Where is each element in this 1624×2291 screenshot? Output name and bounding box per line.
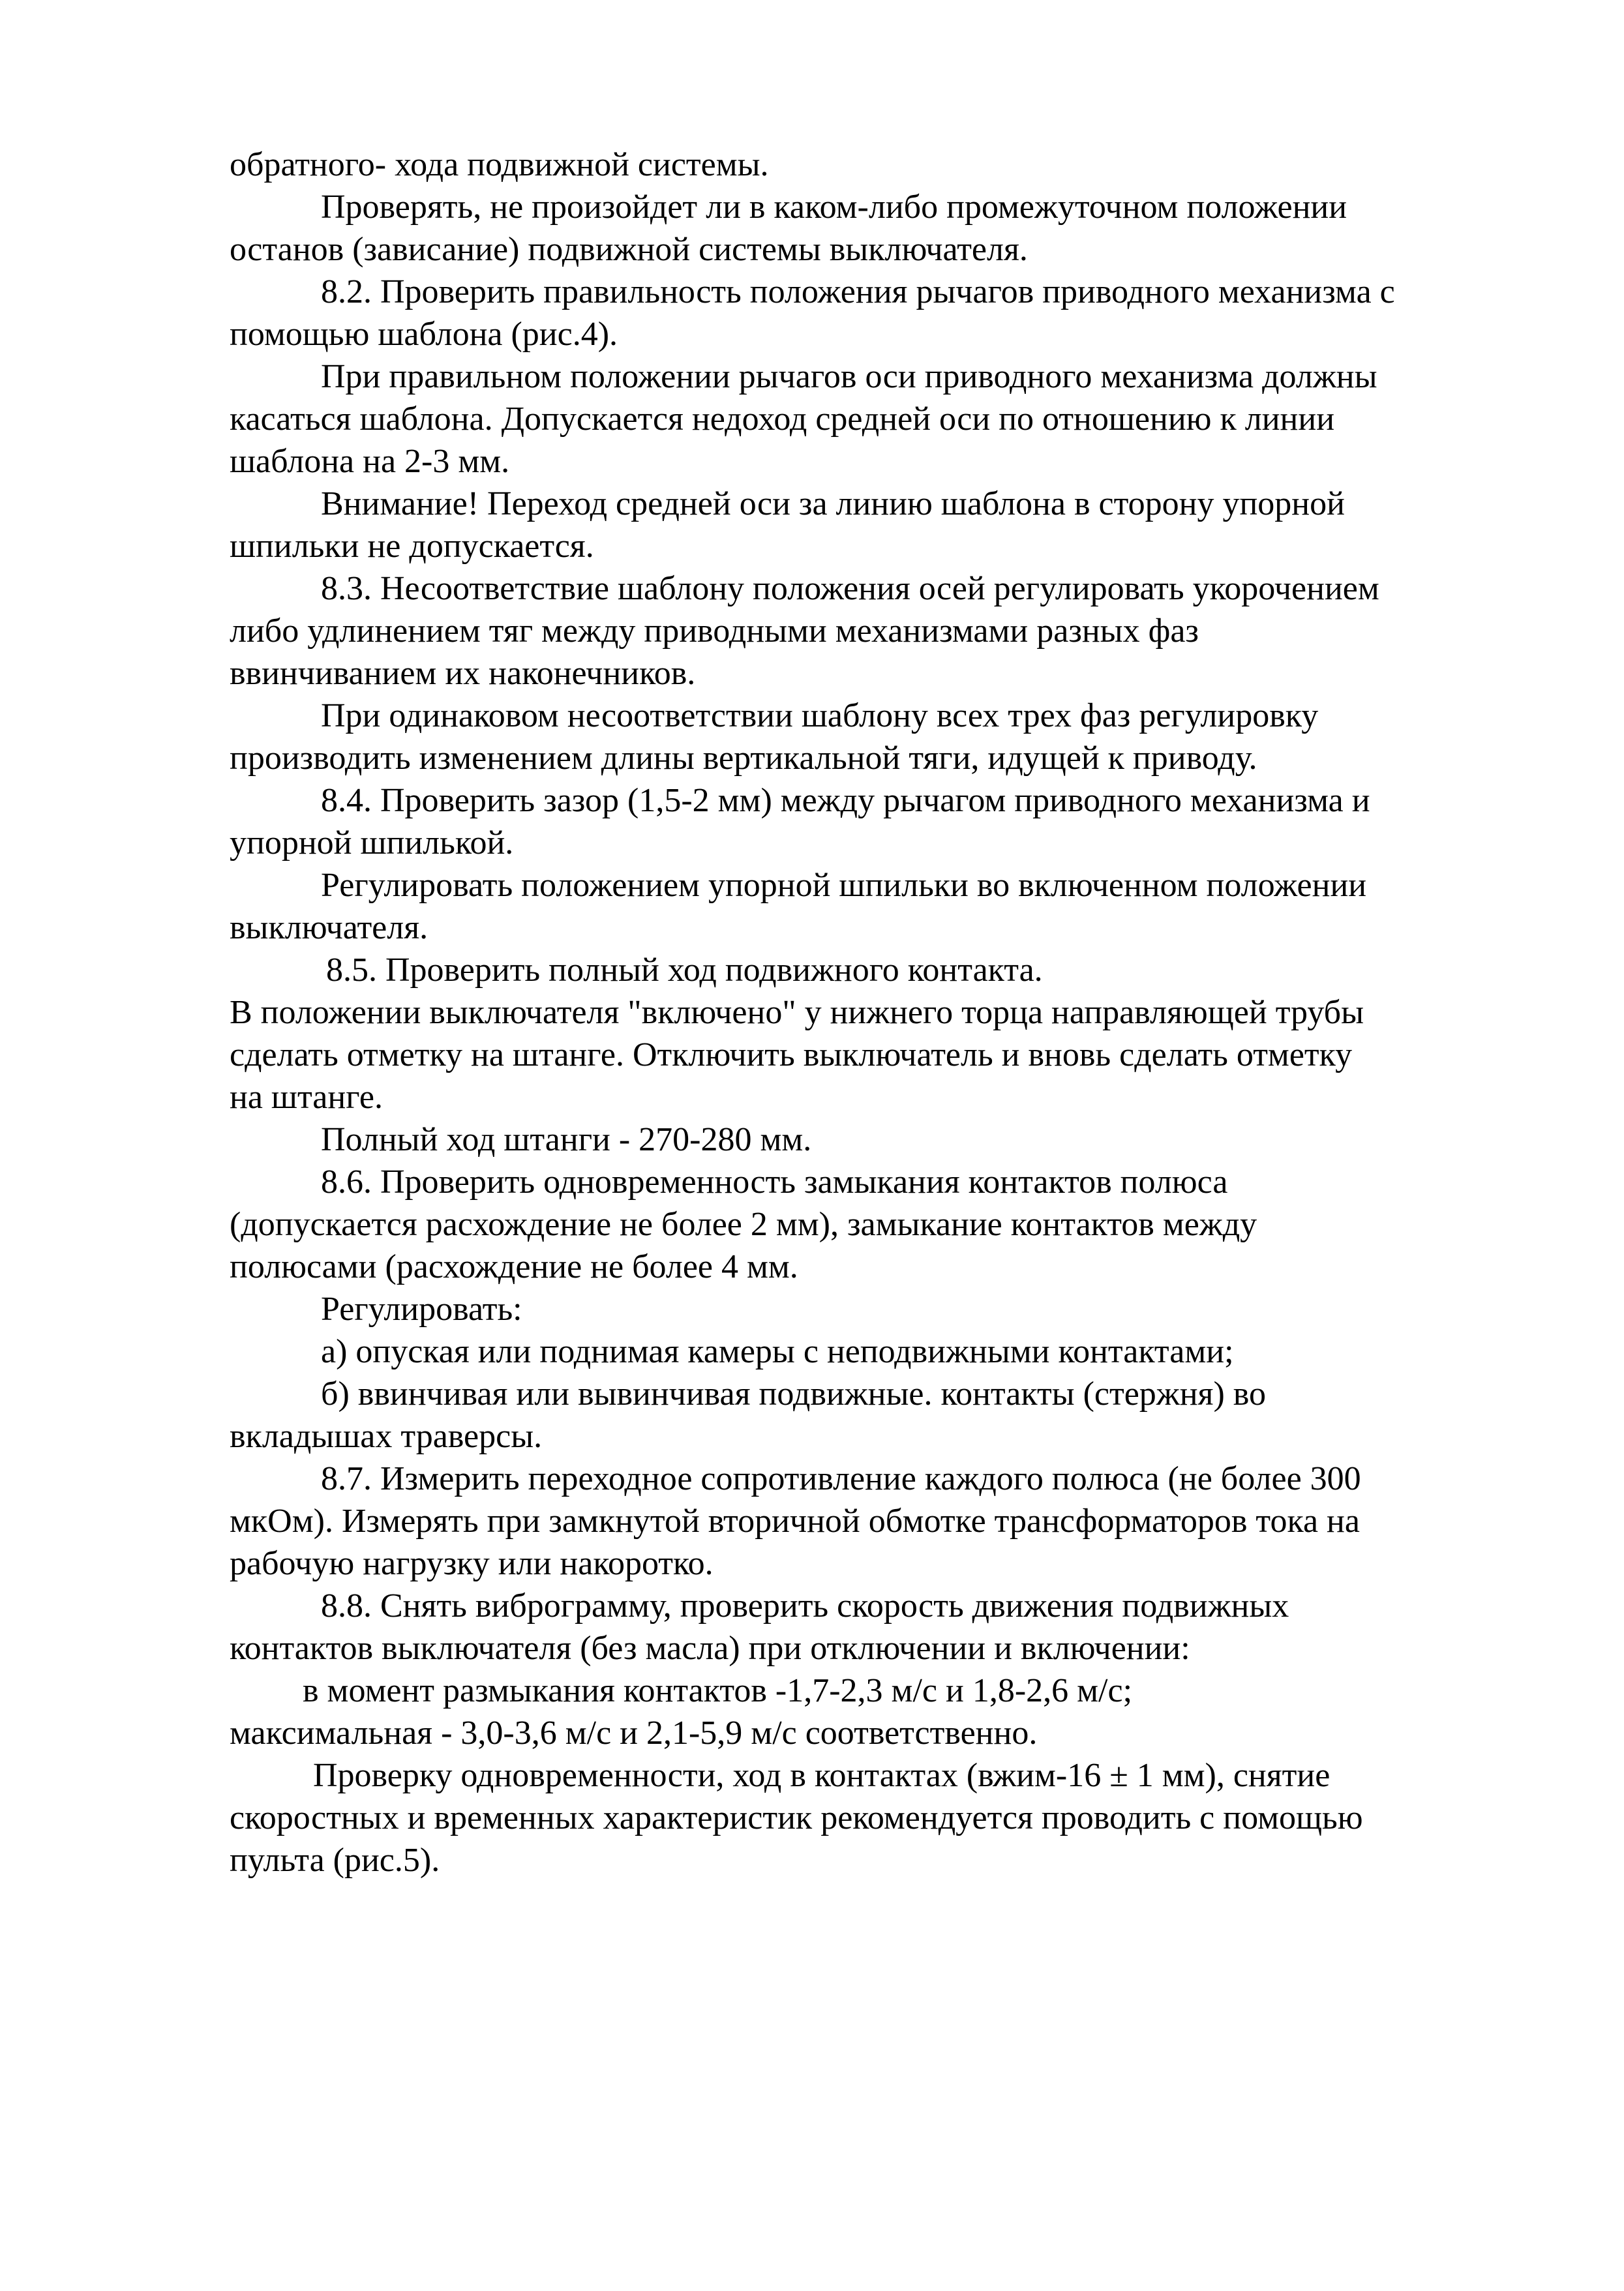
text-line: шаблона на 2-3 мм. <box>230 443 510 480</box>
text-line: упорной шпилькой. <box>230 824 514 861</box>
text-line: производить изменением длины вертикальной тяги, идущей к приводу. <box>230 740 1257 777</box>
text-line: Регулировать положением упорной шпильки во включенном положении <box>321 867 1367 904</box>
document-page <box>230 143 1469 1881</box>
list-item-a: а) опуская или поднимая камеры с неподвижными контактами; <box>321 1333 1234 1370</box>
list-item-b: б) ввинчивая или вывинчивая подвижные. контакты (стержня) во <box>321 1375 1266 1413</box>
text-line: помощью шаблона (рис.4). <box>230 316 618 353</box>
text-line: пульта (рис.5). <box>230 1842 440 1879</box>
text-line: шпильки не допускается. <box>230 528 594 565</box>
section-8-7-line: 8.7. Измерить переходное сопротивление каждого полюса (не более 300 <box>321 1460 1361 1497</box>
section-8-5-line: 8.5. Проверить полный ход подвижного контакта. <box>326 951 1043 989</box>
text-line: контактов выключателя (без масла) при отключении и включении: <box>230 1630 1190 1667</box>
text-line: обратного- хода подвижной системы. <box>230 146 769 183</box>
section-8-4-line: 8.4. Проверить зазор (1,5-2 мм) между рычагом приводного механизма и <box>321 782 1370 819</box>
section-8-2-line: 8.2. Проверить правильность положения рычагов приводного механизма с <box>321 273 1395 310</box>
text-line: рабочую нагрузку или накоротко. <box>230 1545 714 1582</box>
text-line: останов (зависание) подвижной системы выключателя. <box>230 231 1028 268</box>
text-line: Полный ход штанги - 270-280 мм. <box>321 1121 812 1158</box>
text-line: максимальная - 3,0-3,6 м/с и 2,1-5,9 м/с соответственно. <box>230 1715 1038 1752</box>
text-line: Регулировать: <box>321 1291 522 1328</box>
text-line: либо удлинением тяг между приводными механизмами разных фаз <box>230 612 1199 650</box>
text-line: касаться шаблона. Допускается недоход средней оси по отношению к линии <box>230 400 1335 438</box>
warning-line: Внимание! Переход средней оси за линию шаблона в сторону упорной <box>321 485 1345 522</box>
text-line: ввинчиванием их наконечников. <box>230 655 696 692</box>
text-line: Проверять, не произойдет ли в каком-либо промежуточном положении <box>321 188 1347 226</box>
text-line: выключателя. <box>230 909 429 946</box>
text-line: При правильном положении рычагов оси приводного механизма должны <box>321 358 1377 395</box>
text-line: В положении выключателя "включено" у нижнего торца направляющей трубы <box>230 994 1364 1031</box>
text-line: в момент размыкания контактов -1,7-2,3 м/с и 1,8-2,6 м/с; <box>303 1672 1133 1709</box>
text-line: мкОм). Измерять при замкнутой вторичной обмотке трансформаторов тока на <box>230 1503 1360 1540</box>
text-line: При одинаковом несоответствии шаблону всех трех фаз регулировку <box>321 697 1319 734</box>
section-8-8-line: 8.8. Снять виброграмму, проверить скорость движения подвижных <box>321 1587 1289 1625</box>
section-8-6-line: 8.6. Проверить одновременность замыкания контактов полюса <box>321 1163 1228 1201</box>
text-line: сделать отметку на штанге. Отключить выключатель и вновь сделать отметку <box>230 1036 1353 1073</box>
text-line: на штанге. <box>230 1079 383 1116</box>
text-line: полюсами (расхождение не более 4 мм. <box>230 1248 798 1285</box>
text-line: скоростных и временных характеристик рекомендуется проводить с помощью <box>230 1799 1363 1836</box>
text-line: вкладышах траверсы. <box>230 1418 543 1455</box>
text-line: Проверку одновременности, ход в контактах (вжим-16 ± 1 мм), снятие <box>313 1757 1331 1794</box>
section-8-3-line: 8.3. Несоответствие шаблону положения осей регулировать укорочением <box>321 570 1379 607</box>
text-line: (допускается расхождение не более 2 мм), замыкание контактов между <box>230 1206 1257 1243</box>
